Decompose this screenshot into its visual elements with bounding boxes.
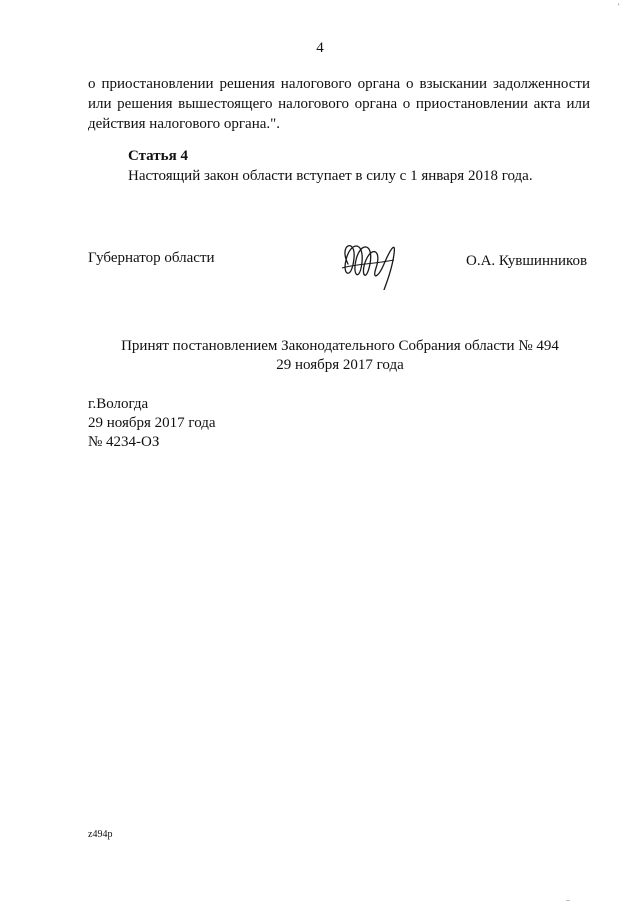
handwritten-signature bbox=[334, 234, 412, 290]
law-date: 29 ноября 2017 года bbox=[88, 415, 216, 431]
footer-code: z494p bbox=[88, 829, 113, 840]
page-number: 4 bbox=[316, 40, 324, 56]
scan-mark: .. bbox=[566, 894, 570, 903]
article-text: Настоящий закон области вступает в силу с 1 января 2018 года. bbox=[128, 168, 533, 184]
adoption-line-2: 29 ноября 2017 года bbox=[276, 357, 404, 373]
city: г.Вологда bbox=[88, 396, 149, 412]
adoption-line-1: Принят постановлением Законодательного Собрания области № 494 bbox=[121, 338, 559, 354]
scan-mark: ' bbox=[618, 2, 620, 11]
adoption-note bbox=[0, 337, 640, 375]
place-date-block bbox=[88, 395, 216, 452]
governor-title: Губернатор области bbox=[88, 250, 215, 266]
governor-name: О.А. Кувшинников bbox=[466, 253, 588, 269]
article-title: Статья 4 bbox=[128, 148, 188, 164]
article-block bbox=[128, 146, 598, 186]
paragraph-text: о приостановлении решения налогового органа о взыскании задолженности или решения вышестоящего налогового органа о приостановлении акта или действия налогового органа.". bbox=[88, 76, 590, 132]
law-number: № 4234-ОЗ bbox=[88, 434, 160, 450]
